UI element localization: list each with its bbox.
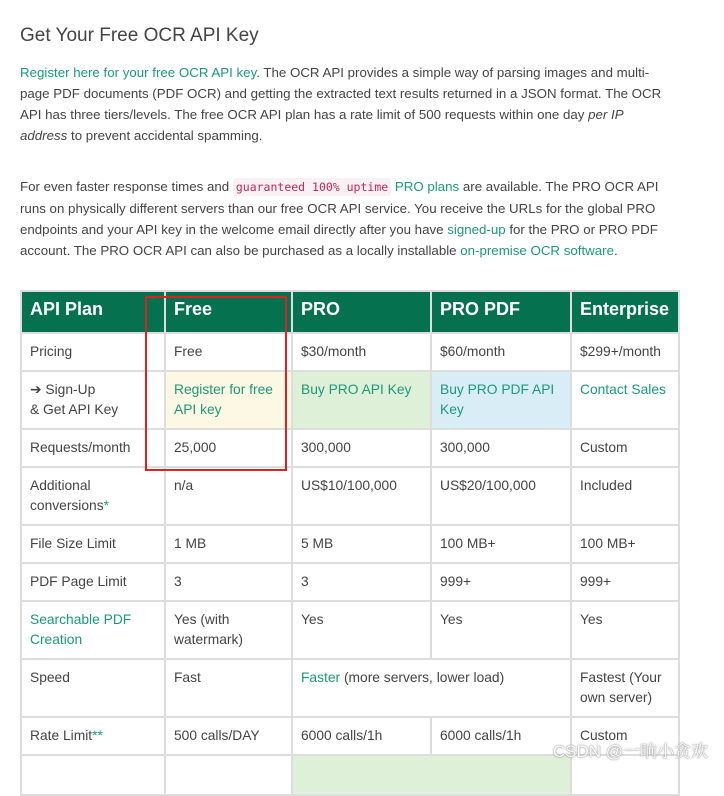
- register-free-link[interactable]: Register for free API key: [174, 382, 273, 417]
- table-row: [21, 659, 679, 717]
- intro-text: . The OCR API provides a simple way of parsing images and multi-page PDF documents (PDF OCR) and getting the extracted text results returned in a JSON format. The OCR API has three tiers/levels. The free OCR API plan has a rate limit of 500 requests within one day: [20, 65, 662, 122]
- table-row: [21, 429, 679, 467]
- signed-up-link[interactable]: signed-up: [447, 222, 506, 237]
- cell: $299+/month: [571, 333, 679, 371]
- cell: Yes: [571, 601, 679, 659]
- cell: 5 MB: [292, 525, 431, 563]
- table-row: [21, 525, 679, 563]
- row-label: PDF Page Limit: [21, 563, 165, 601]
- cell: Free: [165, 333, 292, 371]
- intro-tail: to prevent accidental spamming.: [67, 128, 263, 143]
- searchable-pdf-link[interactable]: Searchable PDF Creation: [30, 612, 132, 647]
- table-row: [21, 563, 679, 601]
- table-row: [21, 333, 679, 371]
- cell: Yes: [292, 601, 431, 659]
- cell: Custom: [571, 717, 679, 755]
- watermark: CSDN @一晌小贪欢: [552, 742, 708, 761]
- pro-paragraph: [20, 176, 670, 261]
- header-pro-pdf: PRO PDF: [431, 291, 571, 333]
- cell: 300,000: [292, 429, 431, 467]
- cell: 300,000: [431, 429, 571, 467]
- cell: $60/month: [431, 333, 571, 371]
- pro-text-1: For even faster response times and: [20, 179, 233, 194]
- page-title: Get Your Free OCR API Key: [20, 25, 259, 46]
- get-key-label: & Get API Key: [30, 402, 119, 417]
- cell: n/a: [165, 467, 292, 525]
- pro-plans-link[interactable]: PRO plans: [394, 179, 460, 194]
- label: Additional conversions: [30, 478, 104, 513]
- row-label: [21, 371, 165, 429]
- table-header: [21, 291, 679, 333]
- speed-text: (more servers, lower load): [340, 670, 505, 685]
- intro-em: per IP address: [20, 107, 624, 143]
- cell: Yes (with watermark): [165, 601, 292, 659]
- header-pro: PRO: [292, 291, 431, 333]
- cell: 999+: [431, 563, 571, 601]
- cell: 3: [292, 563, 431, 601]
- table-row: [21, 467, 679, 525]
- cell: US$20/100,000: [431, 467, 571, 525]
- row-label: [21, 717, 165, 755]
- row-label: File Size Limit: [21, 525, 165, 563]
- cell: Fastest (Your own server): [571, 659, 679, 717]
- cell: Fast: [165, 659, 292, 717]
- cell: [571, 371, 679, 429]
- highlight-box: [145, 296, 287, 471]
- row-label: [21, 467, 165, 525]
- cell: [165, 755, 292, 795]
- cell: 3: [165, 563, 292, 601]
- cell: Included: [571, 467, 679, 525]
- footnote-link[interactable]: *: [103, 498, 109, 513]
- intro-paragraph: [20, 62, 670, 146]
- header-free: Free: [165, 291, 292, 333]
- cell: Custom: [571, 429, 679, 467]
- cell: 500 calls/DAY: [165, 717, 292, 755]
- pro-text-4: .: [613, 243, 618, 258]
- arrow-right-icon: ➔: [30, 382, 42, 397]
- header-api-plan: API Plan: [21, 291, 165, 333]
- cell: 100 MB+: [571, 525, 679, 563]
- row-label: Pricing: [21, 333, 165, 371]
- table-row: [21, 371, 679, 429]
- header-enterprise: Enterprise: [571, 291, 679, 333]
- cell: [431, 371, 571, 429]
- footnote-link[interactable]: **: [92, 728, 103, 743]
- cell: [292, 755, 571, 795]
- cell: [292, 371, 431, 429]
- cell: 1 MB: [165, 525, 292, 563]
- cell: 100 MB+: [431, 525, 571, 563]
- cell: 25,000: [165, 429, 292, 467]
- contact-sales-link[interactable]: Contact Sales: [580, 382, 666, 397]
- cell: 999+: [571, 563, 679, 601]
- register-link[interactable]: Register here for your free OCR API key: [20, 65, 257, 80]
- cell: Yes: [431, 601, 571, 659]
- row-label: Requests/month: [21, 429, 165, 467]
- row-label: [21, 601, 165, 659]
- label: Rate Limit: [30, 728, 93, 743]
- pro-text-3: for the PRO or PRO PDF account. The PRO OCR API can also be purchased as a locally installable: [20, 222, 658, 258]
- cell: 6000 calls/1h: [292, 717, 431, 755]
- cell: $30/month: [292, 333, 431, 371]
- on-premise-link[interactable]: on-premise OCR software: [460, 243, 614, 258]
- buy-pro-link[interactable]: Buy PRO API Key: [301, 382, 412, 397]
- buy-pro-pdf-link[interactable]: Buy PRO PDF API Key: [440, 382, 555, 417]
- uptime-code: guaranteed 100% uptime: [233, 178, 391, 196]
- row-label: Speed: [21, 659, 165, 717]
- cell: 6000 calls/1h: [431, 717, 571, 755]
- cell: [292, 659, 571, 717]
- pricing-table: [20, 290, 680, 796]
- table-row: [21, 601, 679, 659]
- pro-text-2: are available. The PRO OCR API runs on physically different servers than our free OCR API service. You receive the URLs for the global PRO endpoints and your API key in the welcome email directly after you have: [20, 179, 659, 237]
- signup-label: Sign-Up: [45, 382, 96, 397]
- faster-link[interactable]: Faster: [301, 670, 341, 685]
- cell: [21, 755, 165, 795]
- cell: US$10/100,000: [292, 467, 431, 525]
